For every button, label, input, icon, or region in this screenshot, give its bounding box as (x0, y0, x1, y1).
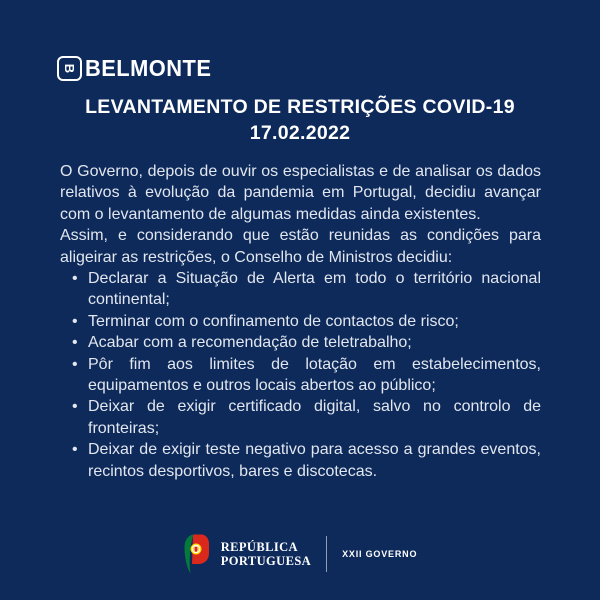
brand-name: BELMONTE (85, 55, 212, 81)
measure-list-item: • Pôr fim aos limites de lotação em estabelecimentos, equipamentos e outros locais abertos ao público; (88, 354, 541, 397)
republica-line: REPÚBLICA (220, 540, 298, 554)
government-label: XXII GOVERNO (342, 549, 418, 559)
measure-list-item: • Terminar com o confinamento de contactos de risco; (88, 311, 541, 332)
page-title (0, 94, 600, 146)
title-line-2: 17.02.2022 (249, 122, 351, 144)
measure-list-item: • Deixar de exigir teste negativo para acesso a grandes eventos, recintos desportivos, bares e discotecas. (88, 439, 541, 482)
announcement-body (60, 161, 541, 482)
belmonte-emblem-icon (57, 56, 82, 81)
footer-divider (326, 536, 327, 572)
footer-government-branding (0, 533, 600, 575)
measure-list-item: • Acabar com a recomendação de teletrabalho; (88, 332, 541, 353)
body-paragraph-2: Assim, e considerando que estão reunidas as condições para aligeirar as restrições, o Conselho de Ministros decidiu: (60, 227, 541, 266)
portuguesa-line: PORTUGUESA (220, 554, 312, 568)
measure-list-item: • Deixar de exigir certificado digital, salvo no controlo de fronteiras; (88, 396, 541, 439)
portugal-flag-icon (183, 533, 210, 575)
body-paragraph-1: O Governo, depois de ouvir os especialistas e de analisar os dados relativos à evolução da pandemia em Portugal, decidiu avançar com o levantamento de algumas medidas ainda existentes. (60, 163, 541, 223)
belmonte-emblem-glyph: B (61, 63, 77, 74)
measure-list-item: • Declarar a Situação de Alerta em todo o território nacional continental; (88, 268, 541, 311)
republica-portuguesa-label (221, 540, 311, 568)
belmonte-logo (57, 55, 218, 82)
title-line-1: LEVANTAMENTO DE RESTRIÇÕES COVID-19 (85, 96, 515, 118)
measures-list (60, 268, 541, 482)
